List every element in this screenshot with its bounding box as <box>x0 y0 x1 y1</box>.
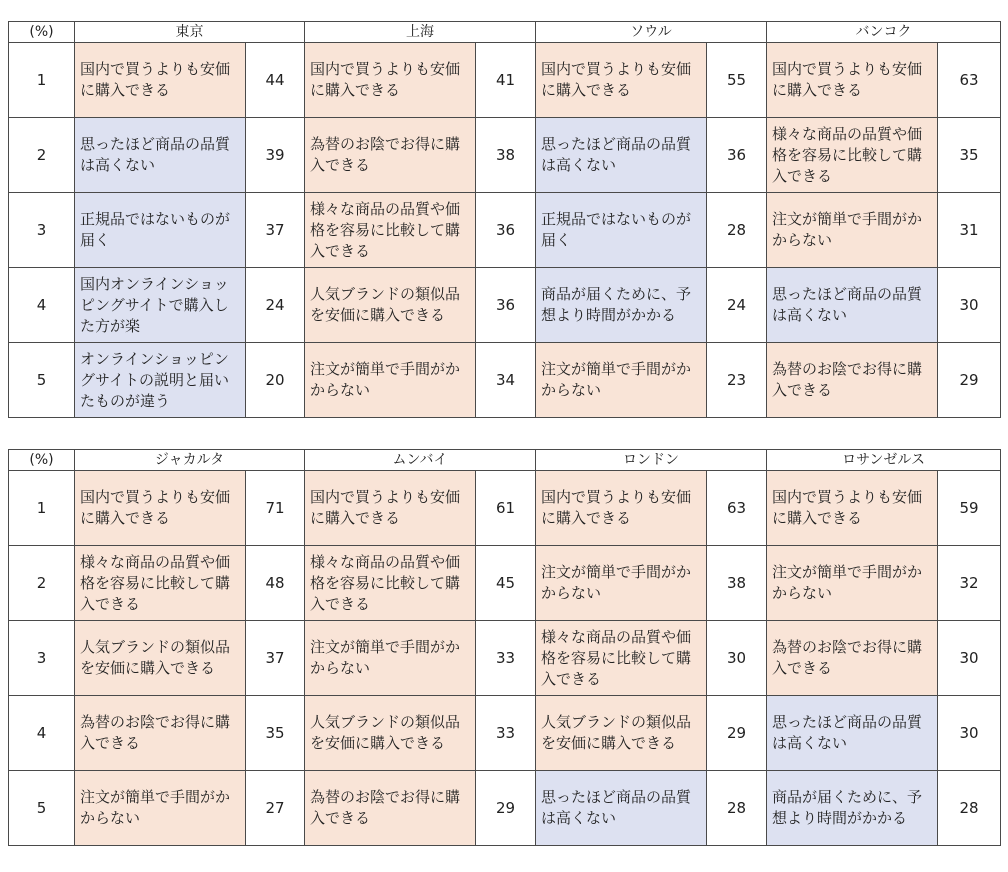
percent-value: 36 <box>476 268 536 343</box>
percent-value: 29 <box>476 771 536 846</box>
percent-value: 30 <box>938 268 1001 343</box>
percent-value: 45 <box>476 546 536 621</box>
city-header: ムンバイ <box>305 450 536 471</box>
reason-cell: 思ったほど商品の品質は高くない <box>767 268 938 343</box>
reason-cell: 国内で買うよりも安価に購入できる <box>767 471 938 546</box>
reason-cell: 正規品ではないものが届く <box>75 193 246 268</box>
rank-number: 4 <box>9 696 75 771</box>
percent-value: 36 <box>707 118 767 193</box>
ranking-table-2 <box>8 449 1001 846</box>
reason-cell: 注文が簡単で手間がかからない <box>75 771 246 846</box>
rank-row <box>9 621 1001 696</box>
city-header: 上海 <box>305 22 536 43</box>
rank-number: 3 <box>9 193 75 268</box>
header-row <box>9 22 1001 43</box>
percent-value: 30 <box>707 621 767 696</box>
reason-cell: 注文が簡単で手間がかからない <box>767 546 938 621</box>
rank-row <box>9 696 1001 771</box>
reason-cell: 国内オンラインショッピングサイトで購入した方が楽 <box>75 268 246 343</box>
rank-number: 1 <box>9 43 75 118</box>
rank-number: 5 <box>9 771 75 846</box>
rank-number: 4 <box>9 268 75 343</box>
percent-value: 31 <box>938 193 1001 268</box>
reason-cell: 思ったほど商品の品質は高くない <box>767 696 938 771</box>
rank-row <box>9 471 1001 546</box>
percent-value: 41 <box>476 43 536 118</box>
reason-cell: 人気ブランドの類似品を安価に購入できる <box>536 696 707 771</box>
city-header: ロサンゼルス <box>767 450 1001 471</box>
reason-cell: 為替のお陰でお得に購入できる <box>767 621 938 696</box>
city-header: バンコク <box>767 22 1001 43</box>
city-header: 東京 <box>75 22 305 43</box>
rank-row <box>9 43 1001 118</box>
percent-value: 37 <box>246 621 305 696</box>
reason-cell: オンラインショッピングサイトの説明と届いたものが違う <box>75 343 246 418</box>
reason-cell: 様々な商品の品質や価格を容易に比較して購入できる <box>305 546 476 621</box>
reason-cell: 商品が届くために、予想より時間がかかる <box>536 268 707 343</box>
reason-cell: 国内で買うよりも安価に購入できる <box>536 43 707 118</box>
percent-value: 30 <box>938 621 1001 696</box>
percent-value: 20 <box>246 343 305 418</box>
reason-cell: 注文が簡単で手間がかからない <box>767 193 938 268</box>
header-row <box>9 450 1001 471</box>
percent-value: 33 <box>476 621 536 696</box>
percent-value: 44 <box>246 43 305 118</box>
percent-value: 48 <box>246 546 305 621</box>
reason-cell: 為替のお陰でお得に購入できる <box>305 118 476 193</box>
unit-label: (%) <box>9 450 75 471</box>
reason-cell: 商品が届くために、予想より時間がかかる <box>767 771 938 846</box>
reason-cell: 注文が簡単で手間がかからない <box>305 343 476 418</box>
rank-number: 3 <box>9 621 75 696</box>
percent-value: 29 <box>707 696 767 771</box>
city-header: ソウル <box>536 22 767 43</box>
reason-cell: 国内で買うよりも安価に購入できる <box>75 471 246 546</box>
percent-value: 32 <box>938 546 1001 621</box>
percent-value: 71 <box>246 471 305 546</box>
city-header: ジャカルタ <box>75 450 305 471</box>
percent-value: 24 <box>707 268 767 343</box>
percent-value: 55 <box>707 43 767 118</box>
reason-cell: 様々な商品の品質や価格を容易に比較して購入できる <box>767 118 938 193</box>
reason-cell: 為替のお陰でお得に購入できる <box>305 771 476 846</box>
unit-label: (%) <box>9 22 75 43</box>
reason-cell: 様々な商品の品質や価格を容易に比較して購入できる <box>75 546 246 621</box>
reason-cell: 思ったほど商品の品質は高くない <box>536 118 707 193</box>
reason-cell: 国内で買うよりも安価に購入できる <box>767 43 938 118</box>
percent-value: 29 <box>938 343 1001 418</box>
percent-value: 35 <box>246 696 305 771</box>
rank-number: 5 <box>9 343 75 418</box>
reason-cell: 正規品ではないものが届く <box>536 193 707 268</box>
reason-cell: 人気ブランドの類似品を安価に購入できる <box>75 621 246 696</box>
percent-value: 38 <box>476 118 536 193</box>
reason-cell: 注文が簡単で手間がかからない <box>536 546 707 621</box>
reason-cell: 様々な商品の品質や価格を容易に比較して購入できる <box>305 193 476 268</box>
rank-row <box>9 193 1001 268</box>
percent-value: 63 <box>938 43 1001 118</box>
reason-cell: 国内で買うよりも安価に購入できる <box>305 471 476 546</box>
percent-value: 28 <box>707 193 767 268</box>
percent-value: 61 <box>476 471 536 546</box>
percent-value: 39 <box>246 118 305 193</box>
reason-cell: 様々な商品の品質や価格を容易に比較して購入できる <box>536 621 707 696</box>
reason-cell: 国内で買うよりも安価に購入できる <box>305 43 476 118</box>
percent-value: 28 <box>938 771 1001 846</box>
rank-row <box>9 343 1001 418</box>
reason-cell: 為替のお陰でお得に購入できる <box>75 696 246 771</box>
ranking-table-1 <box>8 21 1001 418</box>
percent-value: 30 <box>938 696 1001 771</box>
reason-cell: 人気ブランドの類似品を安価に購入できる <box>305 268 476 343</box>
percent-value: 35 <box>938 118 1001 193</box>
reason-cell: 注文が簡単で手間がかからない <box>305 621 476 696</box>
rank-number: 2 <box>9 546 75 621</box>
percent-value: 37 <box>246 193 305 268</box>
reason-cell: 国内で買うよりも安価に購入できる <box>536 471 707 546</box>
city-header: ロンドン <box>536 450 767 471</box>
percent-value: 27 <box>246 771 305 846</box>
reason-cell: 人気ブランドの類似品を安価に購入できる <box>305 696 476 771</box>
percent-value: 63 <box>707 471 767 546</box>
reason-cell: 国内で買うよりも安価に購入できる <box>75 43 246 118</box>
percent-value: 28 <box>707 771 767 846</box>
rank-row <box>9 771 1001 846</box>
percent-value: 59 <box>938 471 1001 546</box>
reason-cell: 注文が簡単で手間がかからない <box>536 343 707 418</box>
percent-value: 36 <box>476 193 536 268</box>
percent-value: 38 <box>707 546 767 621</box>
percent-value: 24 <box>246 268 305 343</box>
reason-cell: 為替のお陰でお得に購入できる <box>767 343 938 418</box>
rank-number: 2 <box>9 118 75 193</box>
rank-row <box>9 118 1001 193</box>
reason-cell: 思ったほど商品の品質は高くない <box>75 118 246 193</box>
rank-row <box>9 546 1001 621</box>
reason-cell: 思ったほど商品の品質は高くない <box>536 771 707 846</box>
percent-value: 23 <box>707 343 767 418</box>
rank-row <box>9 268 1001 343</box>
percent-value: 33 <box>476 696 536 771</box>
percent-value: 34 <box>476 343 536 418</box>
rank-number: 1 <box>9 471 75 546</box>
